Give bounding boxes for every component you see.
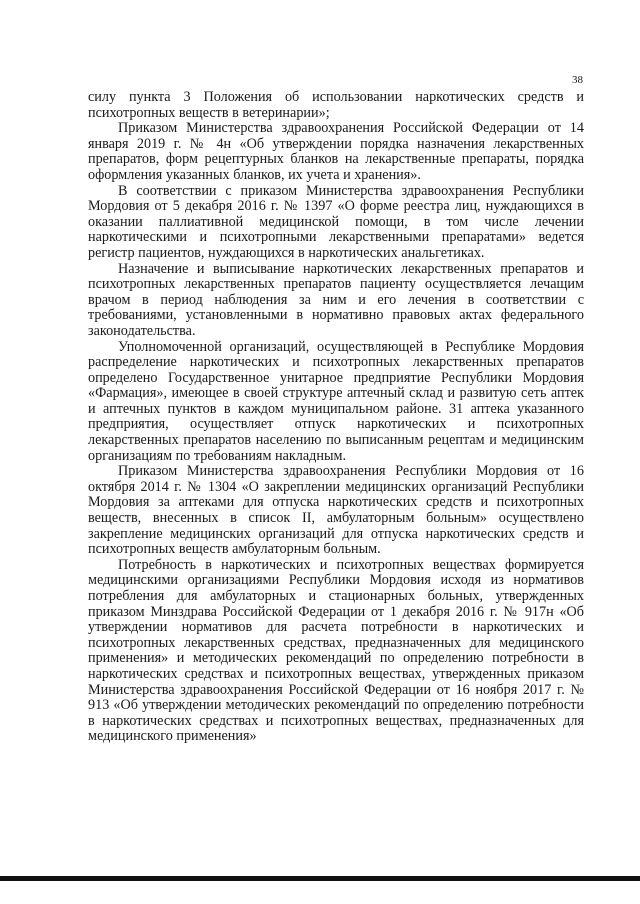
paragraph-demand-formation: Потребность в наркотических и психотропных веществах формируется медицинскими организациями Республики Мордовия исходя из нормативов потребления для амбулаторных и стационарных больных, утвержденных приказом Минздрава Российской Федерации от 1 декабря 2016 г. № 917н «Об утверждении нормативов для расчета потребности в наркотических и психотропных лекарственных средствах, предназначенных для медицинского применения» и методических рекомендаций по определению потребности в наркотических средствах и психотропных веществах, утвержденных приказом Министерства здравоохранения Российской Федерации от 16 ноября 2017 г. № 913 «Об утверждении методических рекомендаций по определению потребности в наркотических средствах и психотропных веществах, предназначенных для медицинского применения»: [88, 556, 584, 745]
document-body: [88, 90, 584, 745]
paragraph-authorized-organization: Уполномоченной организаций, осуществляющей в Республике Мордовия распределение наркотических и психотропных лекарственных препаратов определено Государственное унитарное предприятие Республики Мордовия «Фармация», имеющее в своей структуре аптечный склад и развитую сеть аптек и аптечных пунктов в каждом муниципальном районе. 31 аптека указанного предприятия, осуществляет отпуск наркотических и психотропных лекарственных препаратов населению по выписанным рецептам и медицинским организациям по требованиям накладным.: [88, 338, 584, 464]
bottom-scan-border: [0, 876, 640, 881]
paragraph-prescribing: Назначение и выписывание наркотических лекарственных препаратов и психотропных лекарственных препаратов пациенту осуществляется лечащим врачом в период наблюдения за ним и его лечения в соответствии с требованиями, установленными в нормативно правовых актах федерального законодательства.: [88, 260, 584, 339]
paragraph-patient-registry: В соответствии с приказом Министерства здравоохранения Республики Мордовия от 5 декабря 2016 г. № 1397 «О форме реестра лиц, нуждающихся в оказании паллиативной медицинской помощи, в том числе лечении наркотическими и психотропными лекарственными препаратами» ведется регистр пациентов, нуждающихся в наркотических анальгетиках.: [88, 182, 584, 261]
paragraph-order-4n: Приказом Министерства здравоохранения Российской Федерации от 14 января 2019 г. № 4н «Об утверждении порядка назначения лекарственных препаратов, форм рецептурных бланков на лекарственные препараты, порядка оформления указанных бланков, их учета и хранения».: [88, 120, 584, 183]
page-number: 38: [572, 74, 583, 86]
paragraph-order-1304: Приказом Министерства здравоохранения Республики Мордовия от 16 октября 2014 г. № 1304 «О закреплении медицинских организаций Республики Мордовия за аптеками для отпуска наркотических средств и психотропных веществ, внесенных в список II, амбулаторным больным» осуществлено закрепление медицинских организаций для отпуска наркотических средств и психотропных веществ амбулаторным больным.: [88, 463, 584, 558]
paragraph-continuation: силу пункта 3 Положения об использовании наркотических средств и психотропных веществ в ветеринарии»;: [88, 89, 584, 121]
